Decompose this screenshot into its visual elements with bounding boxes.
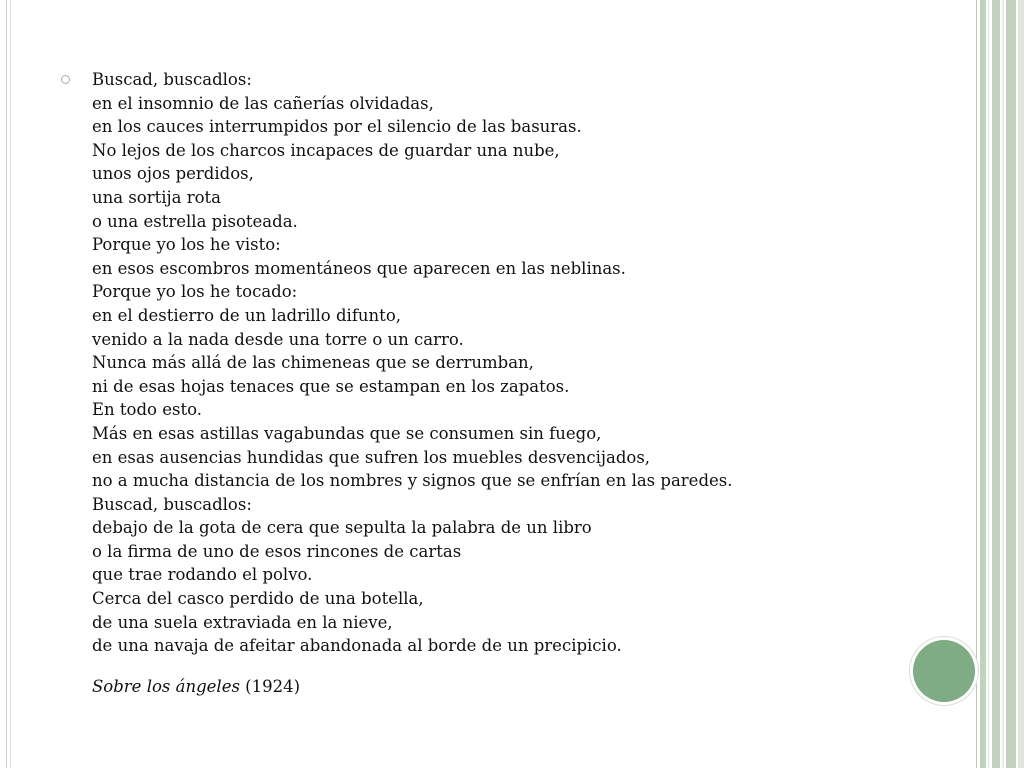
poem-line: que trae rodando el polvo.	[92, 565, 313, 585]
poem-line: en esas ausencias hundidas que sufren los muebles desvencijados,	[92, 447, 651, 467]
poem-line: o una estrella pisoteada.	[92, 211, 298, 231]
poem-line: ni de esas hojas tenaces que se estampan en los zapatos.	[92, 376, 570, 396]
source-citation	[92, 675, 300, 699]
source-title: Sobre los ángeles	[92, 677, 240, 696]
poem-line: de una navaja de afeitar abandonada al borde de un precipicio.	[92, 636, 622, 656]
poem-line: Porque yo los he visto:	[92, 235, 281, 255]
poem-line: una sortija rota	[92, 187, 222, 207]
right-decorative-stripe	[988, 0, 989, 768]
poem-line: en los cauces interrumpidos por el silencio de las basuras.	[92, 117, 582, 137]
decorative-circle	[913, 640, 975, 702]
poem-line: Buscad, buscadlos:	[92, 494, 252, 514]
poem-line: en esos escombros momentáneos que aparecen en las neblinas.	[92, 258, 626, 278]
poem-line: En todo esto.	[92, 400, 202, 420]
right-decorative-stripe	[1006, 0, 1016, 768]
poem-line: Buscad, buscadlos:	[92, 70, 252, 89]
poem-line: unos ojos perdidos,	[92, 164, 254, 184]
right-decorative-stripe	[1002, 0, 1004, 768]
poem-line: debajo de la gota de cera que sepulta la palabra de un libro	[92, 518, 592, 538]
poem-line: venido a la nada desde una torre o un carro.	[92, 329, 464, 349]
poem-line: o la firma de uno de esos rincones de cartas	[92, 541, 462, 561]
poem-line: de una suela extraviada en la nieve,	[92, 612, 393, 632]
left-border-line	[6, 0, 7, 768]
right-decorative-stripe	[992, 0, 1000, 768]
poem-line: en el insomnio de las cañerías olvidadas,	[92, 93, 434, 113]
bullet-circle-icon	[61, 75, 70, 84]
poem-line: Nunca más allá de las chimeneas que se derrumban,	[92, 353, 534, 373]
right-decorative-stripe	[976, 0, 977, 768]
poem-line: no a mucha distancia de los nombres y signos que se enfrían en las paredes.	[92, 471, 733, 491]
poem-line: en el destierro de un ladrillo difunto,	[92, 305, 401, 325]
poem-line: Cerca del casco perdido de una botella,	[92, 589, 424, 609]
left-border-line	[10, 0, 11, 768]
right-decorative-stripe	[980, 0, 986, 768]
poem-line: Más en esas astillas vagabundas que se consumen sin fuego,	[92, 423, 602, 443]
poem-line: Porque yo los he tocado:	[92, 282, 298, 302]
poem-line: No lejos de los charcos incapaces de guardar una nube,	[92, 140, 560, 160]
right-decorative-stripe	[1018, 0, 1024, 768]
poem-text	[92, 68, 733, 658]
source-year: (1924)	[245, 677, 301, 696]
